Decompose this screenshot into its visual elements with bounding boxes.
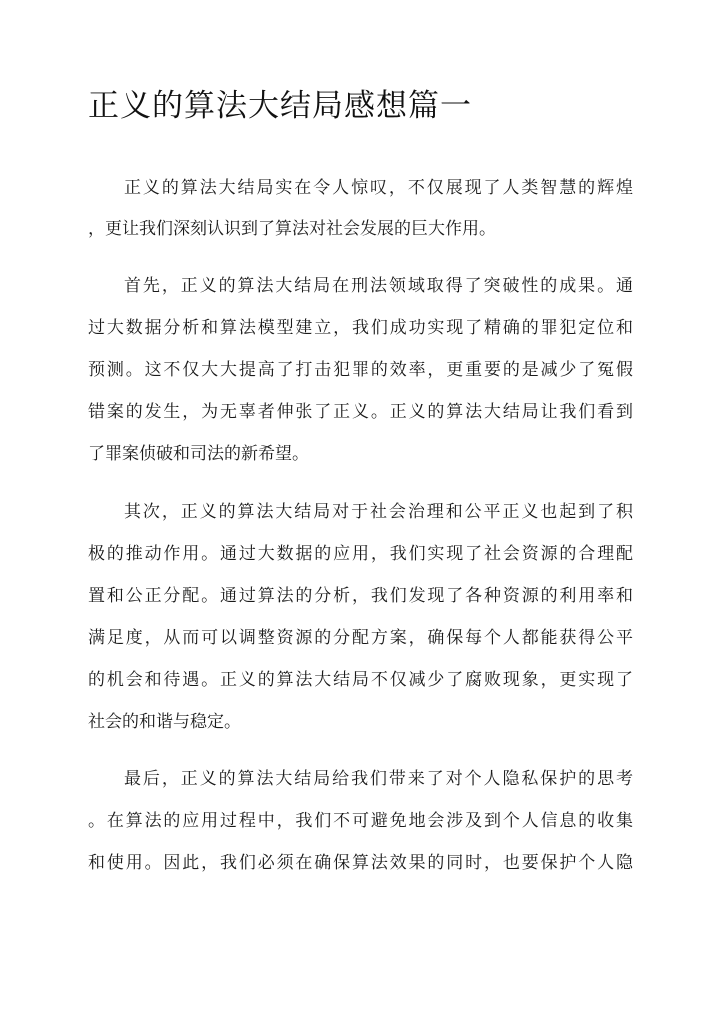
paragraph-2-line-1: 首先，正义的算法大结局在刑法领域取得了突破性的成果。通 xyxy=(124,276,633,296)
paragraph-3-line-2: 极的推动作用。通过大数据的应用，我们实现了社会资源的合理配 xyxy=(88,544,633,564)
page-title: 正义的算法大结局感想篇一 xyxy=(88,88,472,124)
paragraph-3-line-6: 社会的和谐与稳定。 xyxy=(88,712,241,732)
paragraph-3-line-3: 置和公正分配。通过算法的分析，我们发现了各种资源的利用率和 xyxy=(88,586,633,606)
paragraph-4-line-1: 最后，正义的算法大结局给我们带来了对个人隐私保护的思考 xyxy=(124,769,633,789)
paragraph-2-line-3: 预测。这不仅大大提高了打击犯罪的效率，更重要的是减少了冤假 xyxy=(88,360,633,380)
paragraph-4-line-2: 。在算法的应用过程中，我们不可避免地会涉及到个人信息的收集 xyxy=(88,811,633,831)
paragraph-2-line-4: 错案的发生，为无辜者伸张了正义。正义的算法大结局让我们看到 xyxy=(88,402,633,422)
paragraph-4-line-3: 和使用。因此，我们必须在确保算法效果的同时，也要保护个人隐 xyxy=(88,853,633,873)
paragraph-2-line-5: 了罪案侦破和司法的新希望。 xyxy=(88,444,309,464)
paragraph-2-line-2: 过大数据分析和算法模型建立，我们成功实现了精确的罪犯定位和 xyxy=(88,318,633,338)
paragraph-1-line-2: ，更让我们深刻认识到了算法对社会发展的巨大作用。 xyxy=(88,219,496,239)
paragraph-3-line-5: 的机会和待遇。正义的算法大结局不仅减少了腐败现象，更实现了 xyxy=(88,670,633,690)
paragraph-3-line-4: 满足度，从而可以调整资源的分配方案，确保每个人都能获得公平 xyxy=(88,628,633,648)
paragraph-3-line-1: 其次，正义的算法大结局对于社会治理和公平正义也起到了积 xyxy=(124,502,633,522)
paragraph-1-line-1: 正义的算法大结局实在令人惊叹，不仅展现了人类智慧的辉煌 xyxy=(124,178,633,198)
